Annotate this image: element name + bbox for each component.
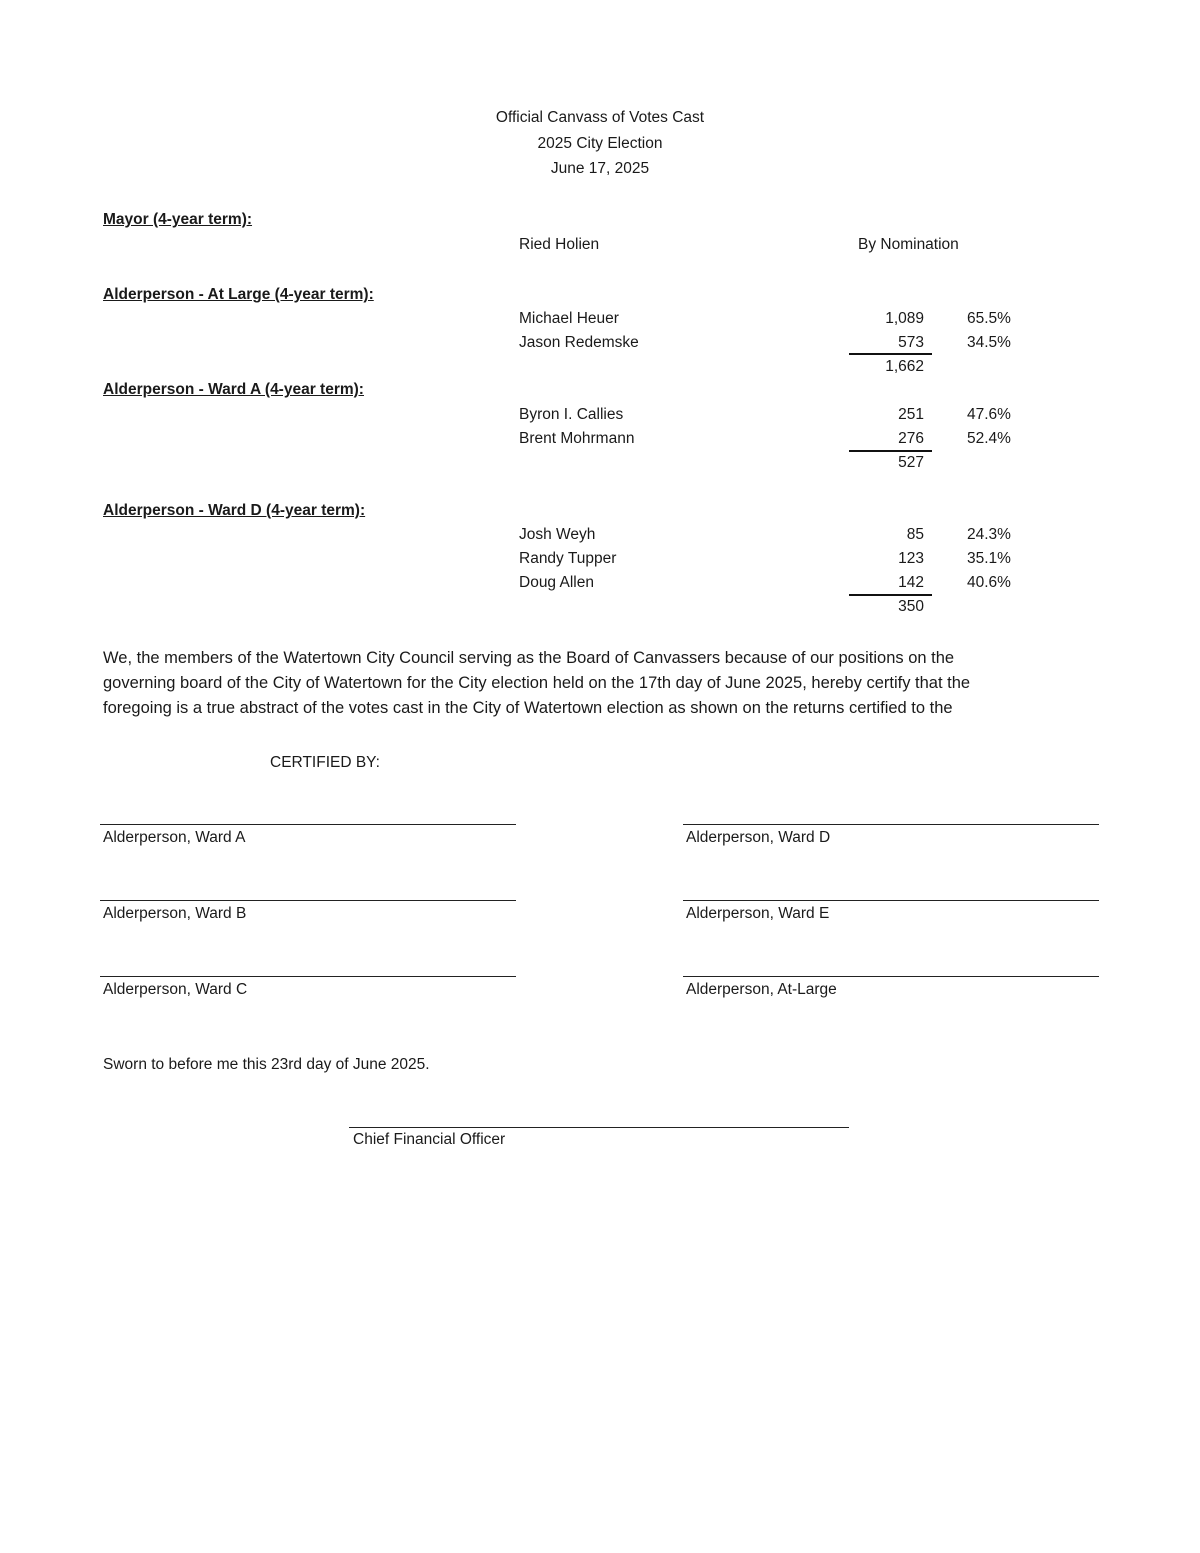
candidate-pct: 24.3% — [967, 526, 1011, 543]
race-total: 350 — [898, 598, 924, 615]
certification-line: governing board of the City of Watertown for the City election held on the 17th day of June 2025, hereby certify that the — [103, 674, 971, 692]
candidate-pct: 52.4% — [967, 430, 1011, 447]
candidate-votes: 1,089 — [885, 310, 924, 327]
signature-label: Alderperson, At-Large — [686, 981, 837, 998]
signature-line — [100, 824, 516, 825]
candidate-votes: 251 — [898, 406, 924, 423]
at-large-heading: Alderperson - At Large (4-year term): — [103, 286, 374, 303]
signature-line — [683, 824, 1099, 825]
signature-line — [100, 976, 516, 977]
signature-label: Alderperson, Ward D — [686, 829, 831, 846]
signature-line — [100, 900, 516, 901]
ward-a-heading: Alderperson - Ward A (4-year term): — [103, 381, 364, 398]
total-rule — [849, 450, 932, 452]
ward-d-heading: Alderperson - Ward D (4-year term): — [103, 502, 366, 519]
signature-label: Alderperson, Ward C — [103, 981, 248, 998]
candidate-name: Michael Heuer — [519, 310, 619, 327]
mayor-candidate: Ried Holien — [519, 236, 600, 253]
candidate-votes: 123 — [898, 550, 924, 567]
candidate-name: Byron I. Callies — [519, 406, 624, 423]
candidate-name: Randy Tupper — [519, 550, 617, 567]
candidate-name: Doug Allen — [519, 574, 594, 591]
candidate-votes: 142 — [898, 574, 924, 591]
signature-line — [683, 976, 1099, 977]
sworn-statement: Sworn to before me this 23rd day of June 2025. — [103, 1056, 430, 1073]
candidate-pct: 47.6% — [967, 406, 1011, 423]
candidate-pct: 65.5% — [967, 310, 1011, 327]
candidate-pct: 34.5% — [967, 334, 1011, 351]
signature-line — [683, 900, 1099, 901]
certification-paragraph — [103, 646, 1103, 721]
candidate-name: Jason Redemske — [519, 334, 639, 351]
certification-line: foregoing is a true abstract of the votes cast in the City of Watertown election as shown on the returns certified to the — [103, 699, 953, 717]
candidate-pct: 35.1% — [967, 550, 1011, 567]
document-title: Official Canvass of Votes Cast — [495, 109, 705, 126]
officer-label: Chief Financial Officer — [353, 1131, 506, 1148]
signature-label: Alderperson, Ward B — [103, 905, 247, 922]
certification-line: We, the members of the Watertown City Council serving as the Board of Canvassers because of our positions on the — [103, 649, 955, 667]
total-rule — [849, 353, 932, 355]
candidate-name: Josh Weyh — [519, 526, 596, 543]
candidate-votes: 276 — [898, 430, 924, 447]
total-rule — [849, 594, 932, 596]
race-total: 1,662 — [885, 358, 924, 375]
mayor-result: By Nomination — [858, 236, 959, 253]
candidate-votes: 573 — [898, 334, 924, 351]
signature-label: Alderperson, Ward A — [103, 829, 246, 846]
candidate-votes: 85 — [906, 526, 924, 543]
mayor-heading: Mayor (4-year term): — [103, 211, 253, 228]
signature-label: Alderperson, Ward E — [686, 905, 830, 922]
candidate-name: Brent Mohrmann — [519, 430, 635, 447]
certified-by-label: CERTIFIED BY: — [270, 754, 380, 771]
document-date: June 17, 2025 — [550, 160, 650, 177]
officer-signature-line — [349, 1127, 849, 1128]
race-total: 527 — [898, 454, 924, 471]
candidate-pct: 40.6% — [967, 574, 1011, 591]
document-subtitle: 2025 City Election — [537, 135, 663, 152]
